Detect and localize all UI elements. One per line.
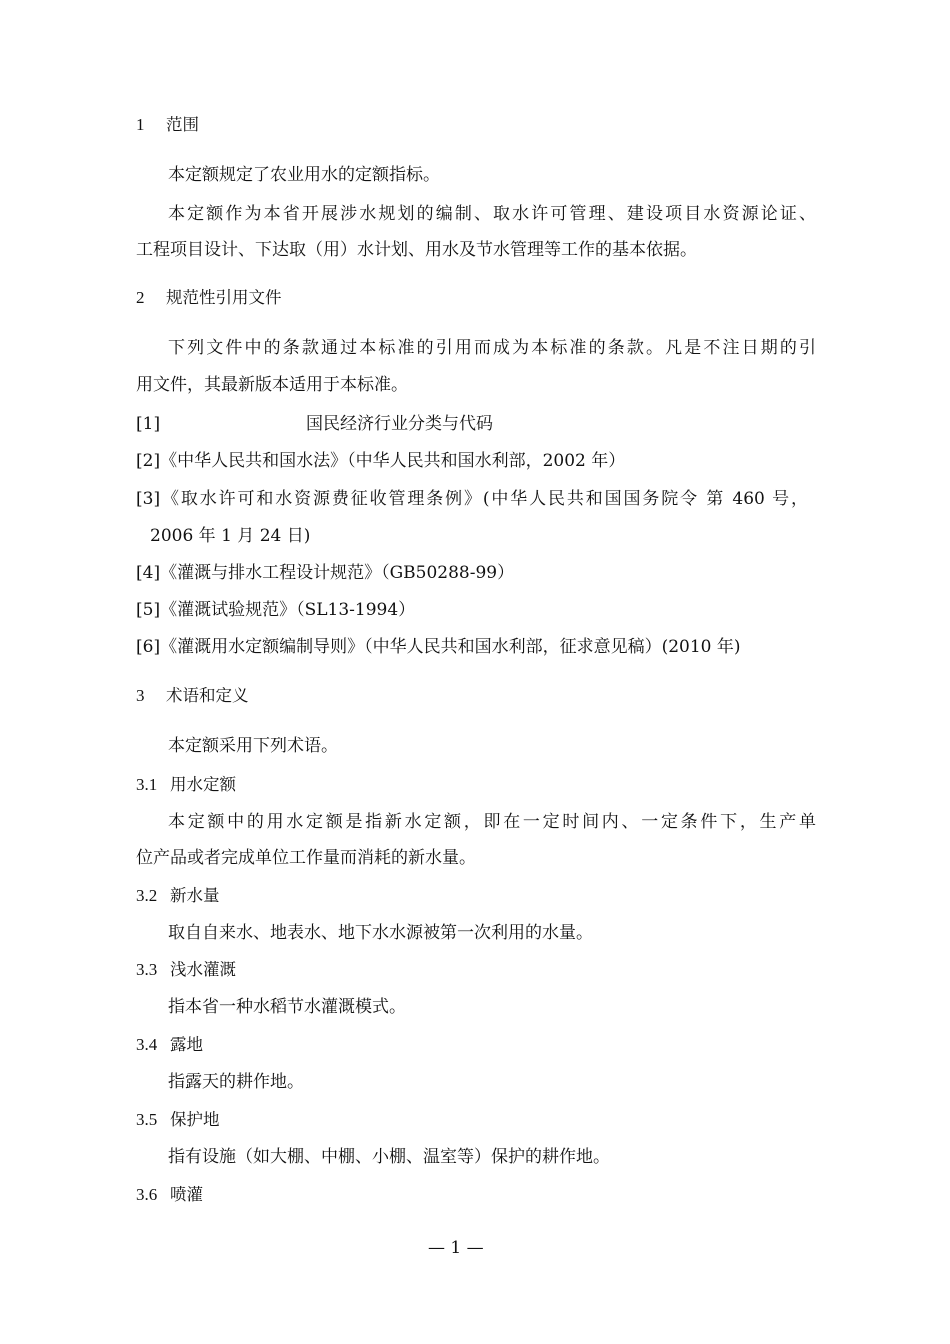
paragraph-line: 用文件，其最新版本适用于本标准。: [136, 375, 408, 395]
term-heading: [136, 1183, 203, 1207]
term-definition: 取自自来水、地表水、地下水水源被第一次利用的水量。: [168, 923, 593, 943]
term-definition-line: 位产品或者完成单位工作量而消耗的新水量。: [136, 848, 476, 868]
reference-id: [4]: [136, 563, 161, 583]
paragraph-line: 本定额作为本省开展涉水规划的编制、取水许可管理、建设项目水资源论证、: [168, 204, 816, 224]
term-definition-line: 本定额中的用水定额是指新水定额，即在一定时间内、一定条件下，生产单: [168, 812, 816, 832]
paragraph-line: 下列文件中的条款通过本标准的引用而成为本标准的条款。凡是不注日期的引: [168, 338, 816, 358]
section-number: 3: [136, 686, 145, 705]
term-title: 露地: [170, 1035, 203, 1054]
term-number: 3.6: [136, 1185, 158, 1204]
reference-item: [136, 487, 808, 511]
term-heading: [136, 958, 236, 982]
term-number: 3.3: [136, 960, 158, 979]
term-definition: 指本省一种水稻节水灌溉模式。: [168, 997, 406, 1017]
section-number: 1: [136, 115, 145, 134]
reference-id: [6]: [136, 637, 161, 657]
term-title: 浅水灌溉: [170, 960, 236, 979]
reference-continuation: 2006 年 1 月 24 日): [150, 526, 311, 546]
reference-item: [136, 598, 415, 622]
reference-item: [136, 561, 514, 585]
reference-text: 《灌溉与排水工程设计规范》（GB50288-99）: [160, 563, 515, 583]
reference-item: [136, 635, 741, 659]
reference-text: 《灌溉用水定额编制导则》（中华人民共和国水利部，征求意见稿）(2010 年): [160, 637, 741, 657]
paragraph: 本定额规定了农业用水的定额指标。: [168, 165, 440, 185]
term-number: 3.5: [136, 1110, 158, 1129]
section-3-heading: [136, 684, 249, 708]
term-heading: [136, 773, 236, 797]
term-definition: 指露天的耕作地。: [168, 1072, 304, 1092]
term-heading: [136, 1033, 203, 1057]
reference-text: 《灌溉试验规范》（SL13-1994）: [160, 600, 416, 620]
term-title: 用水定额: [170, 775, 236, 794]
term-heading: [136, 884, 220, 908]
reference-text: 《中华人民共和国水法》（中华人民共和国水利部，2002 年）: [160, 451, 626, 471]
reference-id: [2]: [136, 451, 161, 471]
term-number: 3.4: [136, 1035, 158, 1054]
reference-id: [3]: [136, 489, 161, 509]
reference-text: 国民经济行业分类与代码: [306, 414, 493, 434]
reference-text: 《取水许可和水资源费征收管理条例》(中华人民共和国国务院令 第 460 号，: [160, 489, 808, 509]
reference-item: [136, 449, 625, 473]
paragraph: 本定额采用下列术语。: [168, 736, 338, 756]
page-number: — 1 —: [428, 1238, 484, 1258]
term-title: 喷灌: [170, 1185, 203, 1204]
term-heading: [136, 1108, 220, 1132]
term-definition: 指有设施（如大棚、中棚、小棚、温室等）保护的耕作地。: [168, 1147, 610, 1167]
paragraph-line: 工程项目设计、下达取（用）水计划、用水及节水管理等工作的基本依据。: [136, 240, 697, 260]
term-number: 3.1: [136, 775, 158, 794]
section-title: 规范性引用文件: [166, 288, 282, 307]
reference-id: [5]: [136, 600, 161, 620]
section-2-heading: [136, 286, 282, 310]
section-number: 2: [136, 288, 145, 307]
reference-id: [1]: [136, 414, 161, 434]
term-number: 3.2: [136, 886, 158, 905]
section-1-heading: [136, 113, 199, 137]
section-title: 术语和定义: [166, 686, 249, 705]
term-title: 新水量: [170, 886, 220, 905]
section-title: 范围: [166, 115, 199, 134]
reference-item: [136, 412, 493, 436]
term-title: 保护地: [170, 1110, 220, 1129]
